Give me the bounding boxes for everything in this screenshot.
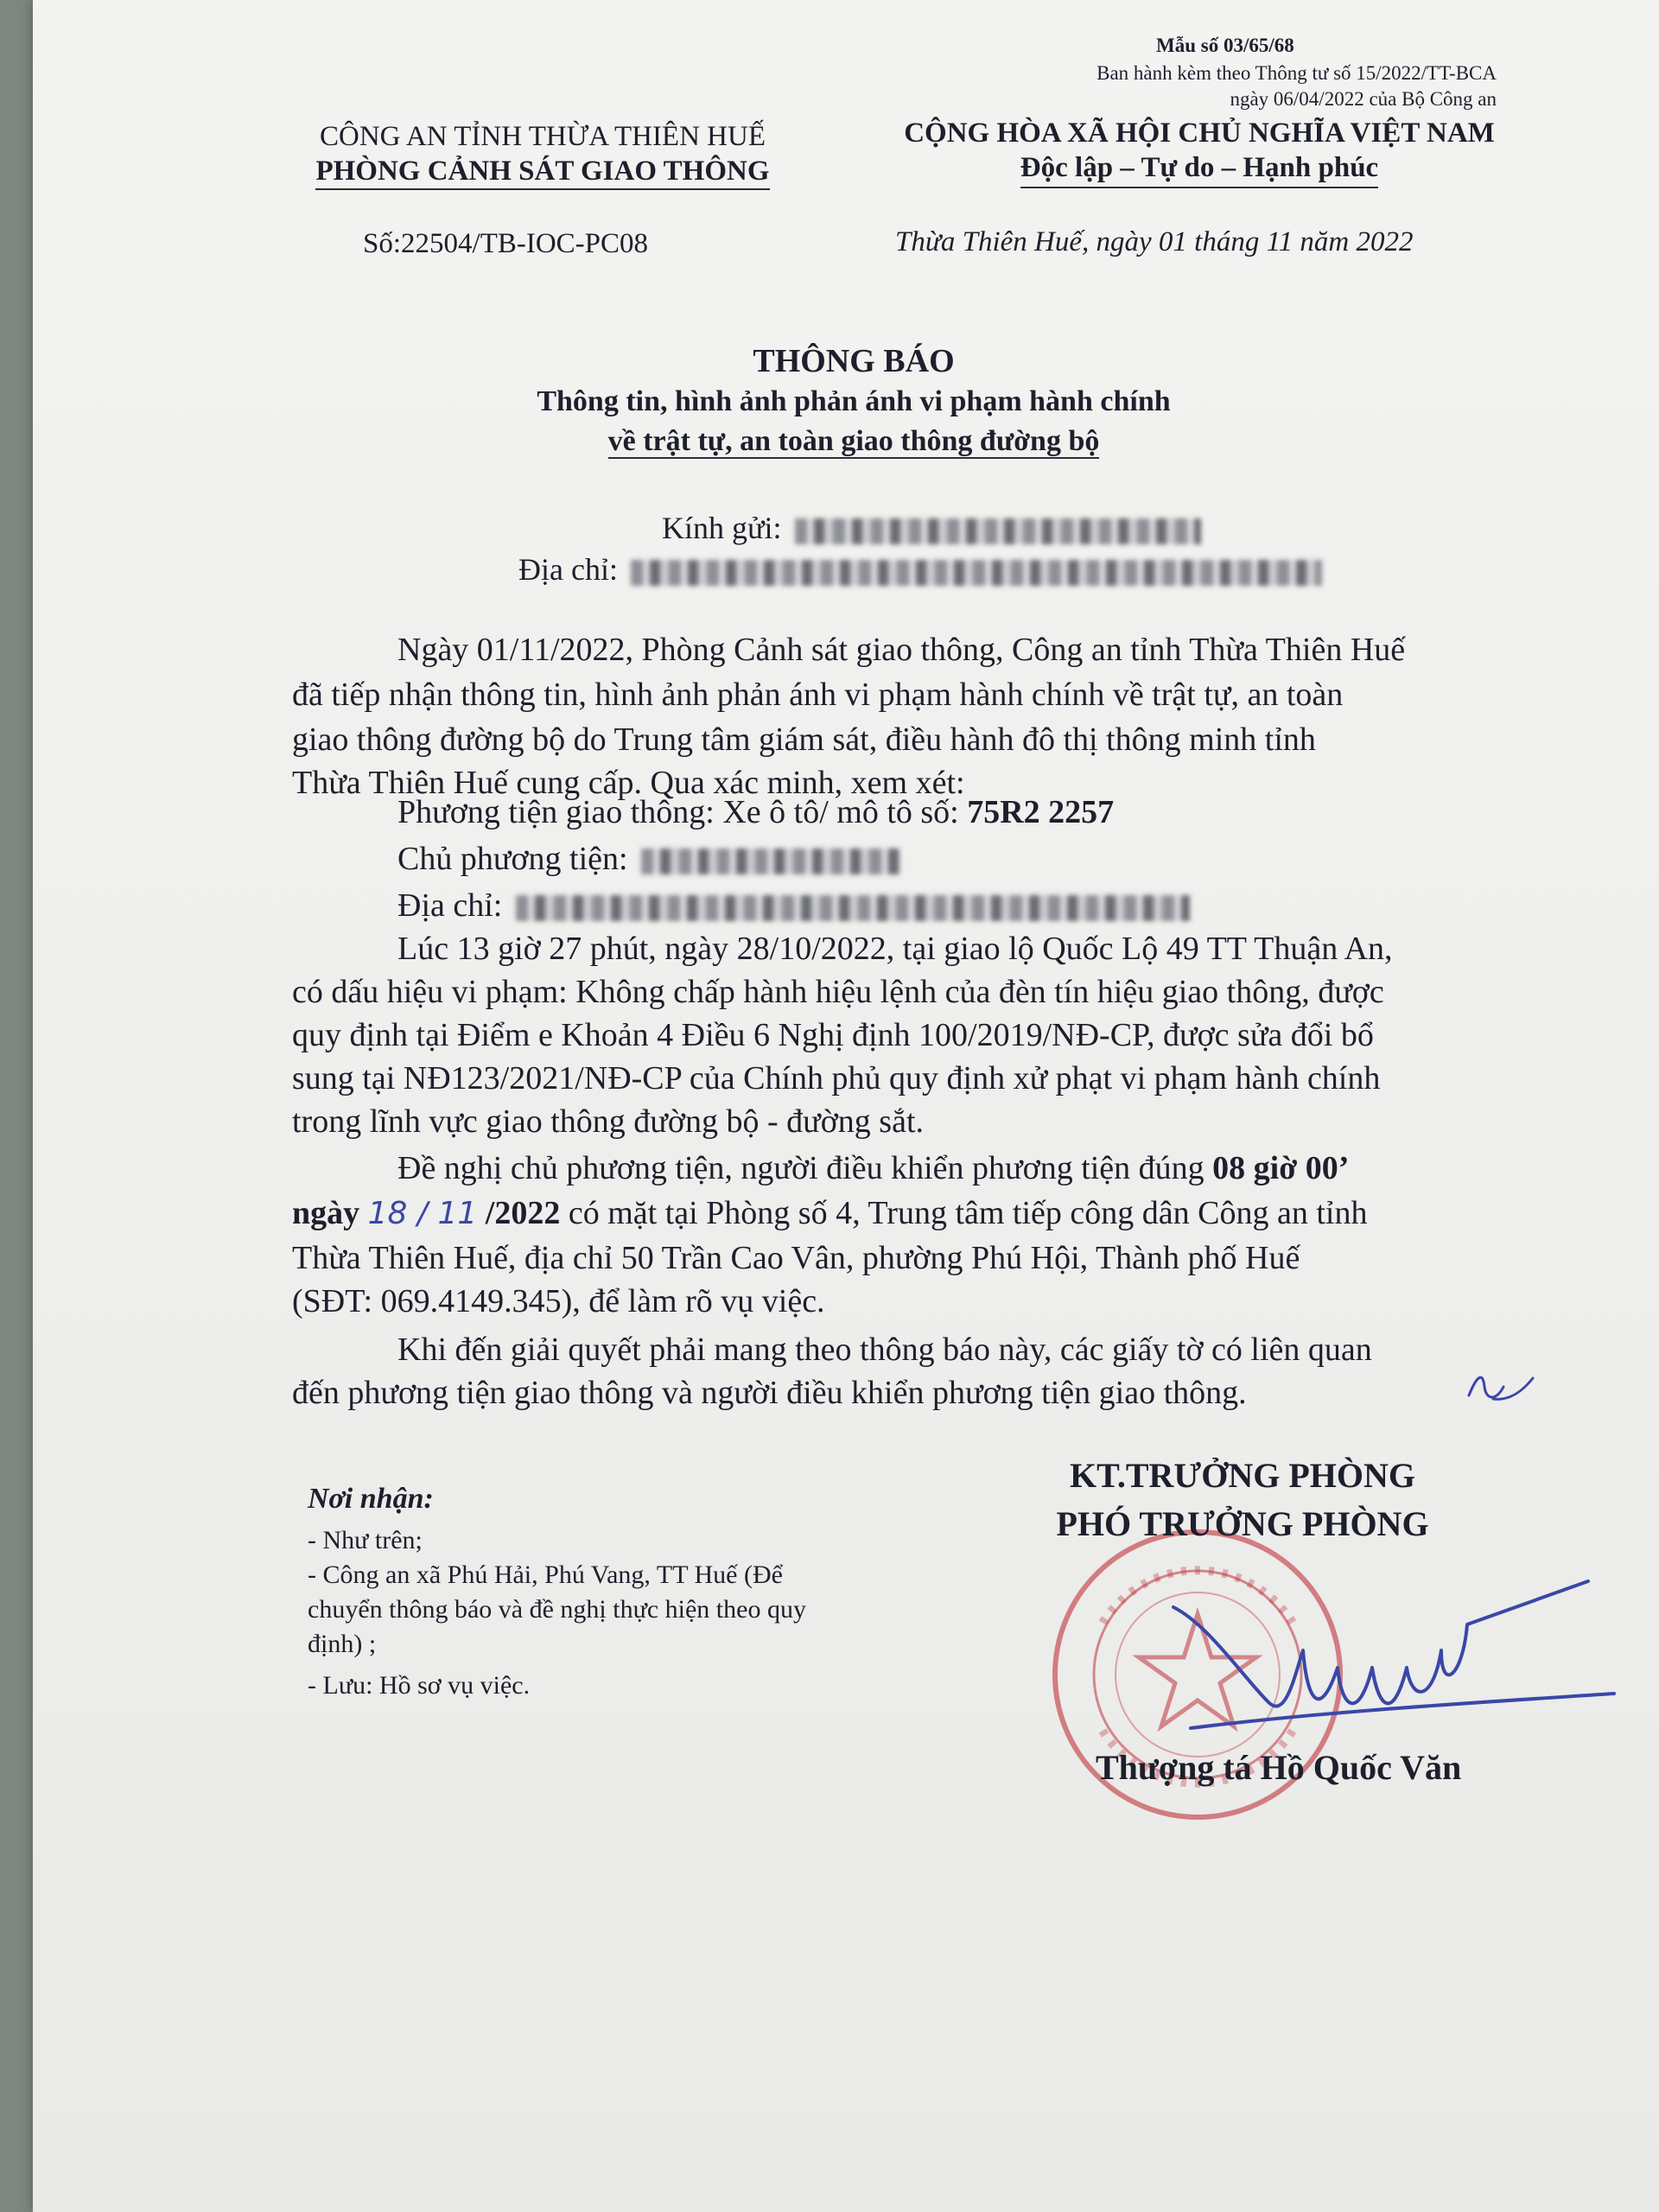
para3-line3: Thừa Thiên Huế, địa chỉ 50 Trần Cao Vân, phường Phú Hội, Thành phố Huế <box>292 1240 1300 1276</box>
para2-line4: sung tại NĐ123/2021/NĐ-CP của Chính phủ quy định xử phạt vi phạm hành chính <box>292 1060 1381 1096</box>
para3-line4: (SĐT: 069.4149.345), để làm rõ vụ việc. <box>292 1283 825 1319</box>
redacted-recipient-name <box>795 518 1201 544</box>
para1-line1: Ngày 01/11/2022, Phòng Cảnh sát giao thông, Công an tỉnh Thừa Thiên Huế <box>397 632 1406 668</box>
recipient-address-line <box>518 551 1322 588</box>
recipient-line <box>662 510 1201 546</box>
document-page <box>33 0 1659 2212</box>
vehicle-line <box>397 793 1659 831</box>
para4-line1: Khi đến giải quyết phải mang theo thông báo này, các giấy tờ có liên quan <box>397 1332 1372 1368</box>
para3-line2 <box>292 1194 1640 1232</box>
document-subtitle-1: Thông tin, hình ảnh phản ánh vi phạm hành chính <box>537 385 1171 417</box>
document-title: THÔNG BÁO <box>753 343 955 379</box>
owner-address-line <box>397 887 1659 925</box>
agency-unit <box>232 156 854 188</box>
sign-title-2: PHÓ TRƯỞNG PHÒNG <box>1056 1504 1429 1543</box>
para3-line1 <box>397 1149 1659 1187</box>
recipient-item-2: - Công an xã Phú Hải, Phú Vang, TT Huế (Để <box>308 1560 783 1589</box>
place-date: Thừa Thiên Huế, ngày 01 tháng 11 năm 2022 <box>895 226 1414 257</box>
form-issued-line-2: ngày 06/04/2022 của Bộ Công an <box>1230 88 1497 110</box>
recipient-label: Kính gửi: <box>662 511 782 545</box>
recipient-item-5: - Lưu: Hồ sơ vụ việc. <box>308 1671 531 1700</box>
redacted-recipient-address <box>631 560 1322 586</box>
document-subtitle-2 <box>33 425 1659 458</box>
motto-text: Độc lập – Tự do – Hạnh phúc <box>1020 152 1378 188</box>
vehicle-label: Phương tiện giao thông: Xe ô tô/ mô tô số: <box>397 794 959 830</box>
signature-icon <box>1156 1573 1640 1763</box>
recipient-item-3: chuyển thông báo và đề nghị thực hiện theo quy <box>308 1595 806 1624</box>
document-number: Số:22504/TB-IOC-PC08 <box>363 228 649 259</box>
para1-line2: đã tiếp nhận thông tin, hình ảnh phản ánh vi phạm hành chính về trật tự, an toàn <box>292 677 1344 713</box>
document-subtitle-2-text: về trật tự, an toàn giao thông đường bộ <box>607 425 1100 457</box>
appointment-time: 08 giờ 00’ <box>1212 1150 1350 1186</box>
para1-line3: giao thông đường bộ do Trung tâm giám sát, điều hành đô thị thông minh tỉnh <box>292 721 1316 758</box>
recipient-address-label: Địa chỉ: <box>518 552 618 587</box>
agency-unit-text: PHÒNG CẢNH SÁT GIAO THÔNG <box>315 156 769 190</box>
appointment-day-label: ngày <box>292 1195 360 1231</box>
sign-title-1: KT.TRƯỞNG PHÒNG <box>1070 1456 1415 1495</box>
para2-line5: trong lĩnh vực giao thông đường bộ - đường sắt. <box>292 1103 925 1140</box>
motto <box>810 152 1588 184</box>
handwritten-initial-icon <box>1459 1361 1536 1413</box>
recipients-title: Nơi nhận: <box>308 1483 434 1515</box>
owner-line <box>397 840 1659 878</box>
para3-text-a: Đề nghị chủ phương tiện, người điều khiển phương tiện đúng <box>397 1150 1205 1186</box>
para2-line1: Lúc 13 giờ 27 phút, ngày 28/10/2022, tại giao lộ Quốc Lộ 49 TT Thuận An, <box>397 931 1393 967</box>
form-issued-line-1: Ban hành kèm theo Thông tư số 15/2022/TT-BCA <box>1096 62 1497 84</box>
agency-parent: CÔNG AN TỈNH THỪA THIÊN HUẾ <box>319 121 766 152</box>
owner-label: Chủ phương tiện: <box>397 841 628 877</box>
para3-text-b: có mặt tại Phòng số 4, Trung tâm tiếp công dân Công an tỉnh <box>568 1195 1368 1231</box>
para2-line3: quy định tại Điểm e Khoản 4 Điều 6 Nghị định 100/2019/NĐ-CP, được sửa đổi bổ <box>292 1017 1374 1053</box>
nation-title: CỘNG HÒA XÃ HỘI CHỦ NGHĨA VIỆT NAM <box>904 118 1495 149</box>
recipient-item-4: định) ; <box>308 1630 377 1658</box>
signer-name: Thượng tá Hồ Quốc Văn <box>1096 1748 1462 1787</box>
owner-address-label: Địa chỉ: <box>397 887 503 924</box>
para2-line2: có dấu hiệu vi phạm: Không chấp hành hiệu lệnh của đèn tín hiệu giao thông, được <box>292 974 1384 1010</box>
vehicle-plate: 75R2 2257 <box>967 794 1115 830</box>
handwritten-date: 18 / 11 <box>367 1196 478 1231</box>
para1-line4: Thừa Thiên Huế cung cấp. Qua xác minh, xem xét: <box>292 765 965 801</box>
redacted-owner-address <box>516 895 1190 921</box>
form-number: Mẫu số 03/65/68 <box>1156 35 1294 56</box>
recipient-item-1: - Như trên; <box>308 1526 423 1554</box>
appointment-year: /2022 <box>485 1195 561 1231</box>
para4-line2: đến phương tiện giao thông và người điều khiển phương tiện giao thông. <box>292 1375 1247 1411</box>
redacted-owner-name <box>641 849 900 874</box>
